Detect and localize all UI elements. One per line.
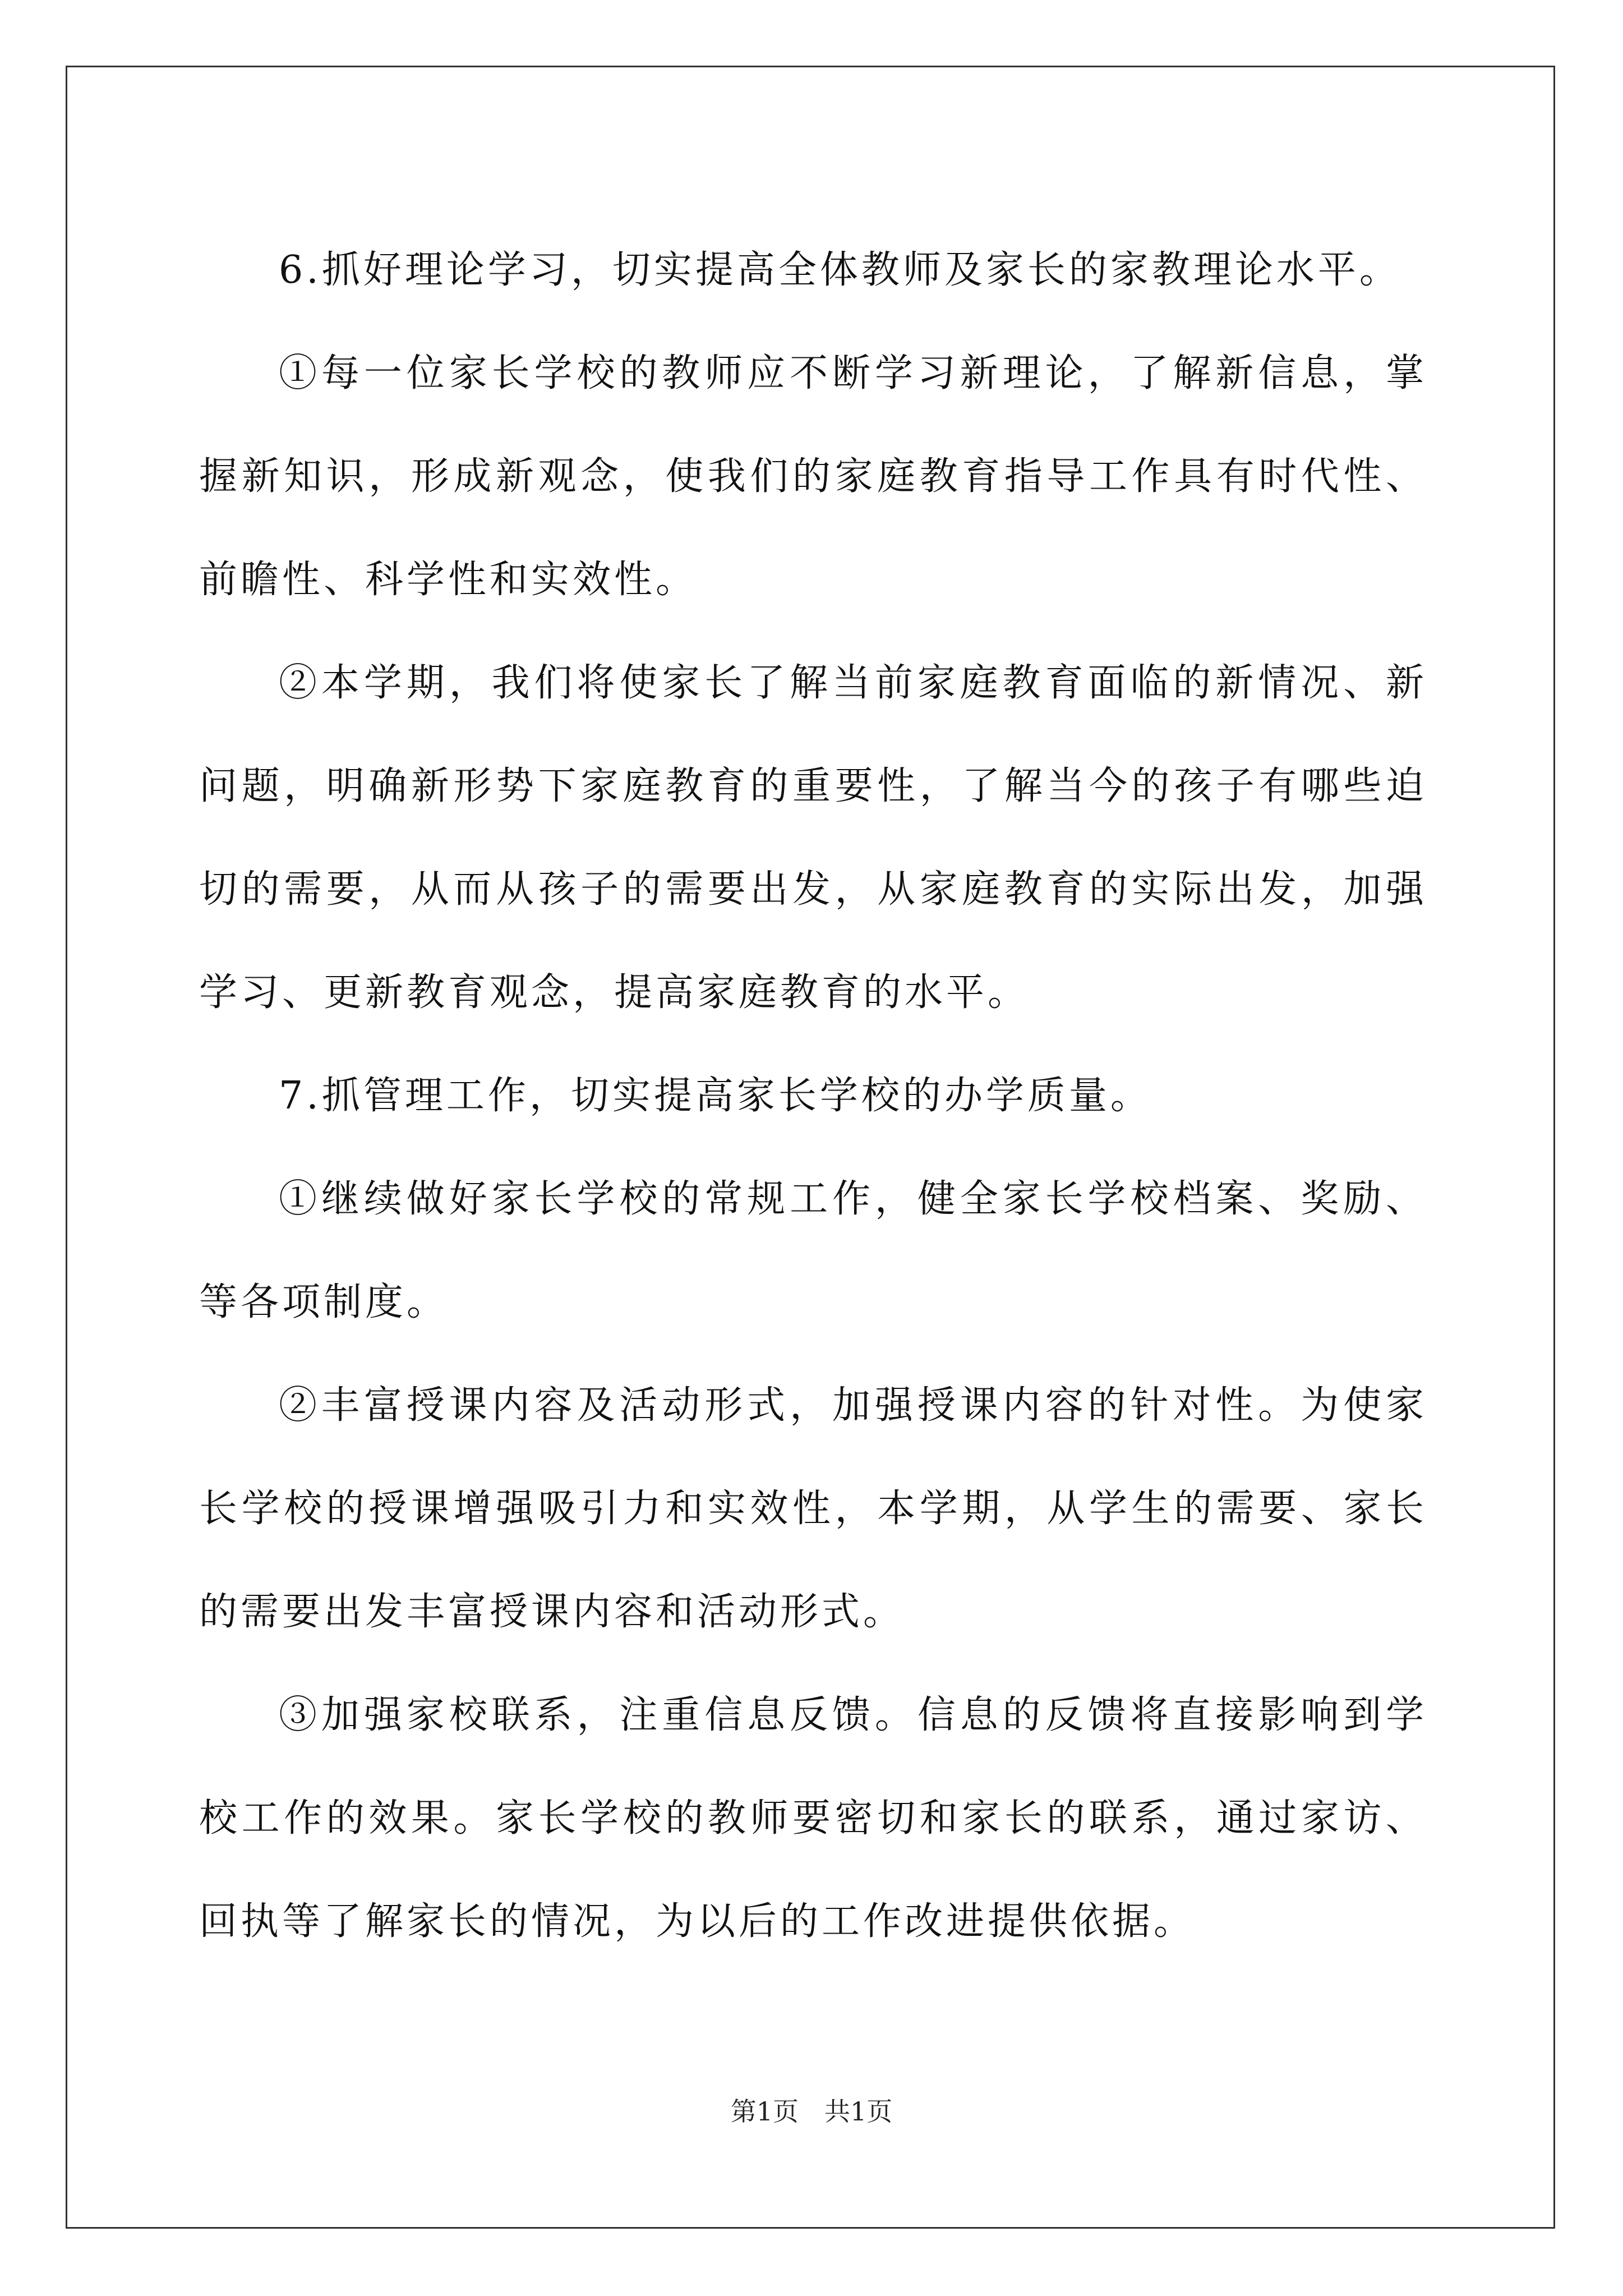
document-body — [199, 219, 1427, 1973]
paragraph-section-7-heading: 7.抓管理工作，切实提高家长学校的办学质量。 — [279, 1074, 1152, 1118]
paragraph-item-3b: ③加强家校联系，注重信息反馈。信息的反馈将直接影响到学校工作的效果。家长学校的教师要密切和家长的联系，通过家访、回执等了解家长的情况，为以后的工作改进提供依据。 — [199, 1693, 1427, 1944]
page-footer: 第1页 共1页 — [730, 2096, 893, 2127]
paragraph-item-2: ②本学期，我们将使家长了解当前家庭教育面临的新情况、新问题，明确新形势下家庭教育的重要性，了解当今的孩子有哪些迫切的需要，从而从孩子的需要出发，从家庭教育的实际出发，加强学习、更新教育观念，提高家庭教育的水平。 — [199, 661, 1427, 1015]
paragraph-item-2b: ②丰富授课内容及活动形式，加强授课内容的针对性。为使家长学校的授课增强吸引力和实效性，本学期，从学生的需要、家长的需要出发丰富授课内容和活动形式。 — [199, 1383, 1427, 1634]
paragraph-section-6-heading: 6.抓好理论学习，切实提高全体教师及家长的家教理论水平。 — [279, 248, 1401, 292]
paragraph-item-1: ①每一位家长学校的教师应不断学习新理论，了解新信息，掌握新知识，形成新观念，使我们的家庭教育指导工作具有时代性、前瞻性、科学性和实效性。 — [199, 351, 1427, 602]
paragraph-item-1b: ①继续做好家长学校的常规工作，健全家长学校档案、奖励、等各项制度。 — [199, 1177, 1427, 1324]
